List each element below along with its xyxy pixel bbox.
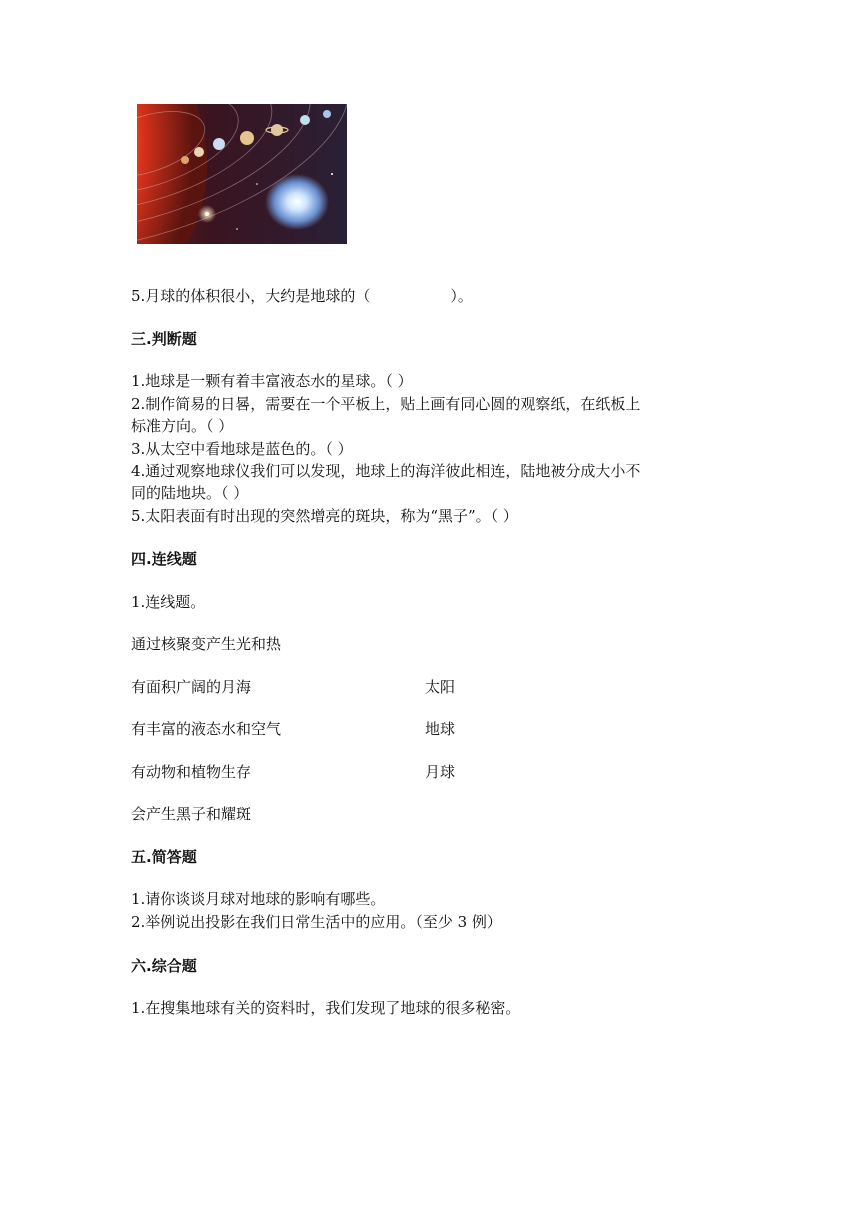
matching-left-item: 有丰富的液态水和空气 <box>131 720 282 738</box>
matching-left-item: 通过核聚变产生光和热 <box>131 635 282 653</box>
judgment-item: 2.制作简易的日晷，需要在一个平板上，贴上画有同心圆的观察纸，在纸板上 <box>131 395 641 413</box>
judgment-item: 4.通过观察地球仪我们可以发现，地球上的海洋彼此相连，陆地被分成大小不 <box>131 462 641 480</box>
comprehensive-item: 1.在搜集地球有关的资料时，我们发现了地球的很多秘密。 <box>131 999 521 1017</box>
matching-left-item: 会产生黑子和耀斑 <box>131 805 252 823</box>
judgment-item: 5.太阳表面有时出现的突然增亮的斑块，称为“黑子”。（ ） <box>131 507 518 525</box>
judgment-item: 标准方向。（ ） <box>131 417 234 435</box>
judgment-item: 3.从太空中看地球是蓝色的。（ ） <box>131 440 353 458</box>
judgment-item: 1.地球是一颗有着丰富液态水的星球。（ ） <box>131 372 413 390</box>
matching-left-item: 有动物和植物生存 <box>131 763 252 781</box>
matching-left-item: 有面积广阔的月海 <box>131 678 252 696</box>
matching-right-item: 地球 <box>425 720 456 738</box>
short-answer-item: 2.举例说出投影在我们日常生活中的应用。（至少 3 例） <box>131 913 502 931</box>
matching-right-item: 太阳 <box>425 678 456 696</box>
section-heading-matching: 四.连线题 <box>131 550 197 568</box>
matching-right-item: 月球 <box>425 763 456 781</box>
short-answer-item: 1.请你谈谈月球对地球的影响有哪些。 <box>131 890 386 908</box>
question-text: 5.月球的体积很小，大约是地球的（ <box>131 287 371 305</box>
matching-prompt: 1.连线题。 <box>131 593 206 611</box>
question-text-end: ）。 <box>450 287 473 305</box>
section-heading-short-answer: 五.简答题 <box>131 848 197 866</box>
section-heading-judgment: 三.判断题 <box>131 330 197 348</box>
section-heading-comprehensive: 六.综合题 <box>131 957 197 975</box>
judgment-item: 同的陆地块。（ ） <box>131 484 249 502</box>
solar-system-image <box>137 104 347 244</box>
question-5-fill-blank <box>131 285 473 307</box>
